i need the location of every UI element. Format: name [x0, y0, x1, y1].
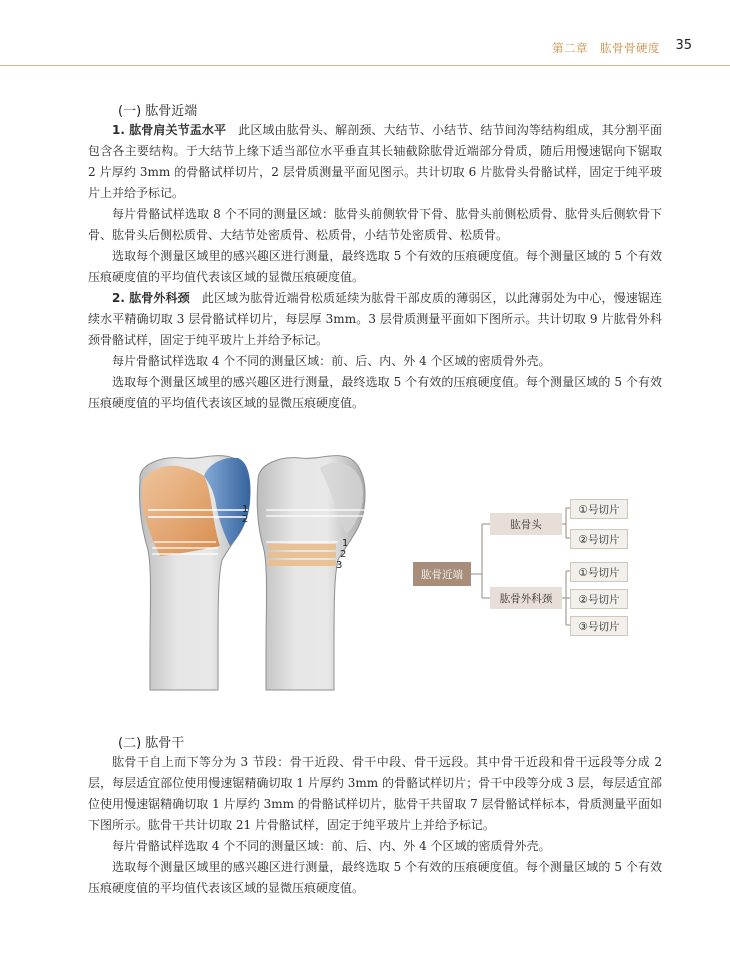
- section2-body: [88, 752, 662, 899]
- paragraph-text: 此区域为肱骨近端骨松质延续为肱骨干部皮质的薄弱区，以此薄弱处为中心，慢速锯连续水平精确切取 3 层骨骼试样切片，每层厚 3mm。3 层骨质测量平面如下图所示。共计切取 9 片肱骨外科颈骨骼试样，固定于纯平玻片上并给予标记。: [88, 291, 662, 347]
- diagram-branch-surgical-neck: 肱骨外科颈: [490, 587, 562, 609]
- diagram-leaf: ②号切片: [570, 529, 628, 549]
- paragraph: 选取每个测量区域里的感兴趣区进行测量，最终选取 5 个有效的压痕硬度值。每个测量区域的 5 个有效压痕硬度值的平均值代表该区域的显微压痕硬度值。: [88, 249, 662, 284]
- paragraph: [88, 120, 662, 204]
- section1-body: [88, 120, 662, 414]
- header-divider: [0, 65, 730, 66]
- paragraph-lead: 2. 肱骨外科颈: [112, 291, 190, 305]
- right-slice-label-2: 2: [340, 549, 347, 560]
- diagram-branch-humeral-head: 肱骨头: [490, 513, 562, 535]
- paragraph: 肱骨干自上而下等分为 3 节段：骨干近段、骨干中段、骨干远段。其中骨干近段和骨干远段等分成 2 层，每层适宜部位使用慢速锯精确切取 1 片厚约 3mm 的骨骼试样切片；骨干中段等分成 3 层，每层适宜部位使用慢速锯精确切取 1 片厚约 3mm 的骨骼试样切片，肱骨干共留取 7 层骨骼试样标本，骨质测量平面如下图所示。肱骨干共计切取 21 片骨骼试样，固定于纯平玻片上并给予标记。: [88, 755, 662, 832]
- diagram-leaf: ①号切片: [570, 499, 628, 519]
- left-slice-label-1: 1: [242, 504, 249, 515]
- right-humerus-illustration: [257, 456, 365, 690]
- diagram-leaf: ①号切片: [570, 562, 628, 582]
- section-title-humeral-shaft: (二) 肱骨干: [118, 736, 185, 751]
- left-slice-label-2: 2: [242, 514, 249, 525]
- paragraph: 每片骨骼试样选取 8 个不同的测量区域：肱骨头前侧软骨下骨、肱骨头前侧松质骨、肱骨头后侧软骨下骨、肱骨头后侧松质骨、大结节处密质骨、松质骨，小结节处密质骨、松质骨。: [88, 207, 662, 242]
- page-header: [0, 38, 730, 60]
- paragraph: 选取每个测量区域里的感兴趣区进行测量，最终选取 5 个有效的压痕硬度值。每个测量区域的 5 个有效压痕硬度值的平均值代表该区域的显微压痕硬度值。: [88, 375, 662, 410]
- paragraph: [88, 288, 662, 351]
- paragraph-text: 此区域由肱骨头、解剖颈、大结节、小结节、结节间沟等结构组成，其分割平面包含各主要结构。于大结节上缘下适当部位水平垂直其长轴截除肱骨近端部分骨质，随后用慢速锯向下锯取 2 片厚约 3mm 的骨骼试样切片，2 层骨质测量平面见图示。共计切取 6 片肱骨头骨骼试样，固定于纯平玻片上并给予标记。: [88, 123, 662, 200]
- chapter-title: 第二章 肱骨骨硬度: [552, 41, 660, 55]
- bone-illustrations: [120, 450, 620, 695]
- paragraph: 每片骨骼试样选取 4 个不同的测量区域：前、后、内、外 4 个区域的密质骨外壳。: [112, 354, 551, 368]
- diagram-leaf: ②号切片: [570, 589, 628, 609]
- paragraph: 选取每个测量区域里的感兴趣区进行测量，最终选取 5 个有效的压痕硬度值。每个测量区域的 5 个有效压痕硬度值的平均值代表该区域的显微压痕硬度值。: [88, 860, 662, 895]
- paragraph: 每片骨骼试样选取 4 个不同的测量区域：前、后、内、外 4 个区域的密质骨外壳。: [112, 839, 551, 853]
- page-number: 35: [675, 38, 692, 53]
- left-humerus-illustration: [139, 456, 250, 690]
- figure-proximal-humerus: [120, 450, 620, 695]
- diagram-leaf: ③号切片: [570, 616, 628, 636]
- right-slice-label-1: 1: [342, 538, 349, 549]
- paragraph-lead: 1. 肱骨肩关节盂水平: [112, 123, 227, 137]
- diagram-root-node: 肱骨近端: [413, 562, 471, 586]
- right-slice-label-3: 3: [336, 560, 343, 571]
- section-title-proximal-humerus: (一) 肱骨近端: [118, 104, 198, 119]
